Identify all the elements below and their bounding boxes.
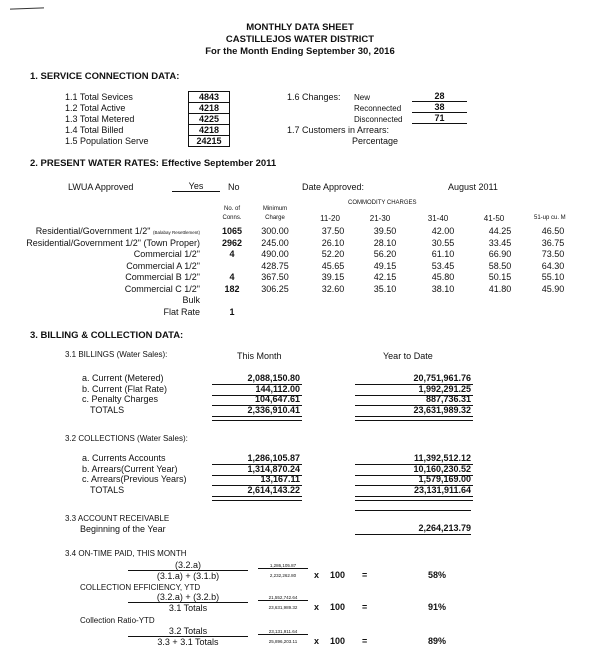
r3-den: 25,896,203.11 (268, 639, 298, 644)
money-row-ytd: 10,160,230.52 (413, 463, 471, 474)
service-value: 24215 (188, 135, 230, 147)
collections-label: 3.2 COLLECTIONS (Water Sales): (65, 434, 188, 443)
r2-result: 91% (428, 602, 447, 612)
money-row-label: c. Arrears(Previous Years) (82, 474, 187, 484)
rate-row-charge: 52.20 (321, 249, 345, 259)
r2-den-label: 3.1 Totals (168, 603, 208, 613)
service-value: 4843 (188, 91, 230, 103)
lwua-no: No (228, 182, 240, 192)
rate-row-charge: 53.45 (431, 260, 455, 271)
percentage-label: Percentage (352, 136, 399, 146)
r1-equals: = (362, 570, 368, 580)
rate-row-charge: 39.50 (373, 226, 397, 236)
range-header: 11-20 (320, 214, 340, 223)
money-row-ytd: 1,992,291.25 (418, 383, 471, 394)
r2-times: x (314, 602, 320, 612)
r2-num: 21,552,742.64 (258, 595, 308, 601)
r3-den-label: 3.3 + 3.1 Totals (157, 637, 219, 647)
range-header: 51-up cu. M (534, 215, 566, 221)
rate-row-charge: 39.15 (321, 272, 345, 282)
service-value: 4218 (188, 124, 230, 136)
r1-hundred: 100 (330, 570, 346, 580)
rate-row-name: Commercial A 1/2" (126, 260, 200, 271)
service-label: 1.2 Total Active (65, 103, 126, 113)
r1-times: x (314, 570, 320, 580)
rate-row-charge: 44.25 (488, 226, 512, 236)
service-label: 1.3 Total Metered (65, 114, 135, 124)
rate-row-min: 367.50 (261, 272, 289, 282)
rate-row-min: 490.00 (261, 249, 289, 259)
money-row-label: c. Penalty Charges (82, 394, 159, 404)
rate-row-name: Bulk (182, 295, 200, 305)
rate-row-charge: 55.10 (541, 272, 565, 282)
money-row-month: 2,088,150.80 (247, 373, 300, 383)
r1-num: 1,286,105.87 (258, 563, 308, 569)
receivable-label: 3.3 ACCOUNT RECEIVABLE (65, 514, 170, 523)
report-period: For the Month Ending September 30, 2016 (205, 46, 395, 57)
money-total-month: 2,336,910.41 (247, 404, 300, 415)
rate-row-charge: 26.10 (321, 237, 345, 248)
money-row-label: b. Arrears(Current Year) (82, 463, 178, 474)
money-total-ytd: 23,131,911.64 (413, 484, 471, 495)
service-value: 4218 (188, 102, 230, 114)
r2-den: 23,631,989.32 (268, 605, 298, 610)
service-label: 1.4 Total Billed (65, 125, 124, 135)
money-row-month: 144,112.00 (255, 383, 300, 394)
money-row-ytd: 11,392,512.12 (413, 453, 471, 463)
receivable-value: 2,264,213.79 (418, 523, 471, 533)
rate-row-name: Flat Rate (163, 306, 200, 317)
r3-equals: = (362, 636, 368, 646)
r1-den-label: (3.1.a) + (3.1.b) (156, 571, 220, 581)
rate-row-charge: 35.10 (373, 283, 397, 294)
section-service-heading: 1. SERVICE CONNECTION DATA: (30, 71, 180, 82)
rate-row-conns: 182 (224, 283, 240, 294)
ratio-label: Collection Ratio-YTD (80, 616, 155, 625)
section-billing-heading: 3. BILLING & COLLECTION DATA: (30, 330, 184, 341)
sheet-title: MONTHLY DATA SHEET (246, 22, 354, 33)
commodity-header: COMMODITY CHARGES (348, 200, 417, 206)
r2-num-label: (3.2.a) + (3.2.b) (128, 592, 248, 603)
change-new-value: 28 (412, 91, 467, 102)
rate-row-conns: 1 (229, 306, 235, 317)
money-row-month: 1,286,105.87 (247, 453, 300, 463)
money-row-ytd: 887,736.31 (425, 394, 471, 404)
r3-num: 23,131,911.64 (258, 629, 308, 635)
money-row-month: 104,647.61 (254, 394, 300, 404)
date-approved-value: August 2011 (448, 182, 498, 192)
rate-row-charge: 64.30 (541, 260, 565, 271)
rate-row-charge: 42.00 (431, 226, 455, 236)
rate-row-name: Commercial B 1/2" (125, 272, 200, 282)
r1-den: 2,232,262.80 (269, 573, 297, 578)
money-row-label: a. Currents Accounts (82, 453, 166, 463)
rate-row-min: 428.75 (261, 260, 289, 271)
money-row-month: 13,167.11 (260, 474, 300, 484)
r3-result: 89% (428, 636, 447, 646)
billings-label: 3.1 BILLINGS (Water Sales): (65, 350, 168, 359)
r3-times: x (314, 636, 320, 646)
money-row-label: a. Current (Metered) (82, 373, 164, 383)
lwua-label: LWUA Approved (68, 182, 134, 192)
rate-row-charge: 41.80 (488, 283, 512, 294)
rate-row-charge: 33.45 (488, 237, 512, 248)
date-approved-label: Date Approved: (302, 182, 365, 192)
rate-row-name: Commercial C 1/2" (124, 283, 200, 294)
ytd-header: Year to Date (383, 351, 433, 361)
service-label: 1.5 Population Serve (65, 136, 149, 146)
money-total-ytd: 23,631,989.32 (413, 404, 471, 415)
rate-row-charge: 37.50 (321, 226, 345, 236)
rate-row-charge: 32.60 (321, 283, 345, 294)
rate-row-charge: 46.50 (541, 226, 565, 236)
rate-row-charge: 56.20 (373, 249, 397, 259)
range-header: 31-40 (427, 214, 449, 223)
rate-row-min: 306.25 (261, 283, 289, 294)
change-reconnected-label: Reconnected (354, 104, 402, 113)
rate-row-charge: 49.15 (373, 260, 397, 271)
col-conns-header: No. of Conns. (222, 206, 242, 221)
rate-row-charge: 73.50 (541, 249, 565, 259)
money-row-month: 1,314,870.24 (247, 463, 300, 474)
rate-row-charge: 66.90 (488, 249, 512, 259)
r1-result: 58% (428, 570, 447, 580)
r1-num-label: (3.2.a) (128, 560, 248, 571)
rate-row-conns: 1065 (221, 226, 243, 236)
section-rates-heading: 2. PRESENT WATER RATES: Effective September 2011 (30, 158, 277, 169)
receivable-sub: Beginning of the Year (80, 524, 166, 534)
rate-row-name: Commercial 1/2" (133, 249, 200, 259)
rate-row-charge: 28.10 (373, 237, 397, 248)
rate-row-charge: 61.10 (431, 249, 455, 259)
change-disconnected-value: 71 (412, 113, 467, 124)
money-row-label: b. Current (Flat Rate) (82, 383, 168, 394)
rate-row-charge: 58.50 (488, 260, 512, 271)
rate-row-charge: 45.90 (541, 283, 565, 294)
range-header: 41-50 (483, 214, 505, 223)
r2-equals: = (362, 602, 368, 612)
rate-row-min: 245.00 (261, 237, 289, 248)
rate-row-charge: 38.10 (431, 283, 455, 294)
r3-hundred: 100 (330, 636, 346, 646)
rate-row-charge: 50.15 (488, 272, 512, 282)
changes-label: 1.6 Changes: (287, 92, 341, 102)
change-new-label: New (354, 93, 371, 102)
service-value: 4225 (188, 113, 230, 125)
money-total-label: TOTALS (90, 484, 125, 495)
rate-row-charge: 30.55 (431, 237, 455, 248)
money-total-month: 2,614,143.22 (247, 484, 300, 495)
range-header: 21-30 (369, 214, 391, 223)
this-month-header: This Month (237, 351, 282, 361)
rate-row-conns: 4 (229, 249, 235, 259)
district-name: CASTILLEJOS WATER DISTRICT (225, 34, 375, 45)
r2-hundred: 100 (330, 602, 346, 612)
money-row-ytd: 1,579,169.00 (418, 474, 471, 484)
scan-mark (10, 7, 44, 9)
change-disconnected-label: Disconnected (354, 115, 403, 124)
money-row-ytd: 20,751,961.76 (413, 373, 471, 383)
efficiency-label: COLLECTION EFFICIENCY, YTD (80, 583, 201, 592)
rate-row-min: 300.00 (261, 226, 289, 236)
rate-row-conns: 2962 (221, 237, 243, 248)
service-label: 1.1 Total Sevices (65, 92, 133, 102)
rate-row-conns: 4 (229, 272, 235, 282)
rate-row-name: Residential/Government 1/2" (Balabay Resettlement) (35, 226, 200, 236)
change-reconnected-value: 38 (412, 102, 467, 113)
col-min-header: Minimum Charge (262, 206, 288, 221)
ontime-label: 3.4 ON-TIME PAID, THIS MONTH (65, 549, 187, 558)
rate-row-charge: 45.80 (431, 272, 455, 282)
rate-row-name: Residential/Government 1/2" (Town Proper) (26, 237, 200, 248)
lwua-yes: Yes (172, 181, 220, 192)
money-total-label: TOTALS (90, 404, 125, 415)
r3-num-label: 3.2 Totals (128, 626, 248, 637)
rate-row-charge: 45.65 (321, 260, 345, 271)
rate-row-charge: 36.75 (541, 237, 565, 248)
rate-row-charge: 42.15 (373, 272, 397, 282)
arrears-label: 1.7 Customers in Arrears: (287, 125, 390, 135)
